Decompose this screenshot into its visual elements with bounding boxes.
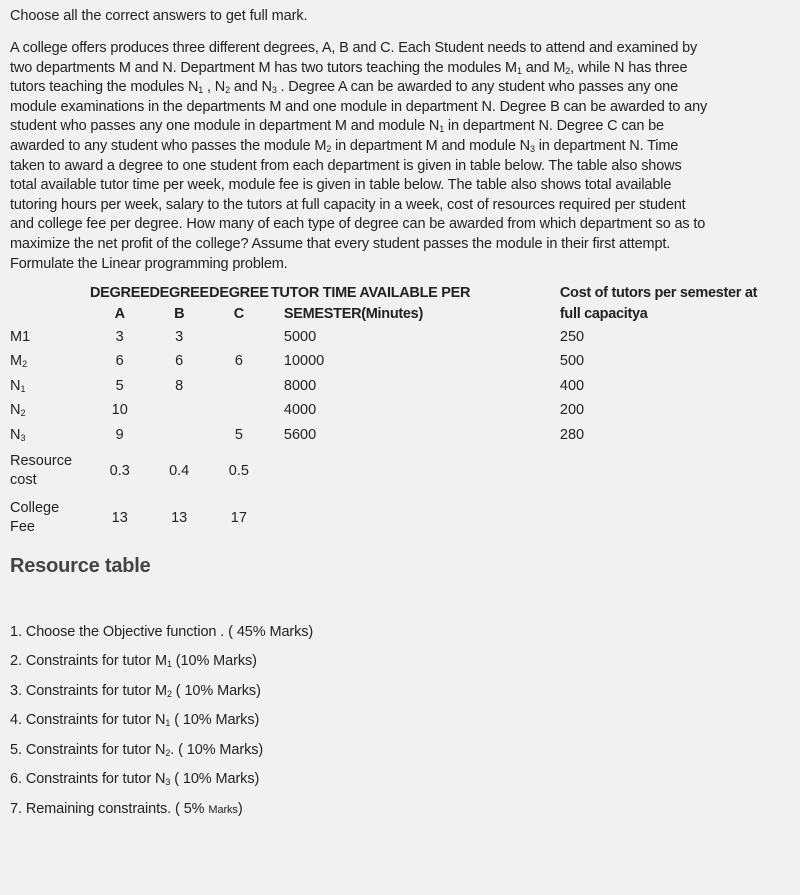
task-item: 4. Constraints for tutor $N_1$ ( 10% Marks) — [10, 712, 260, 729]
header-tutor-cost — [554, 283, 774, 325]
cell-tutor-time: 5000 — [283, 328, 317, 345]
row-label-line: Resource — [10, 453, 73, 470]
header-degree-b-top: DEGREE — [149, 285, 209, 302]
header-degree-a-top: DEGREE — [90, 285, 150, 302]
header-degree-c-top: DEGREE — [209, 285, 269, 302]
cell-tutor-cost: 400 — [559, 377, 585, 394]
problem-line-subscript: 1 — [516, 65, 522, 76]
row-label-subscript: 2 — [22, 359, 28, 370]
cell-degree-b — [149, 423, 208, 448]
cell-tutor-cost: 250 — [559, 328, 585, 345]
cell-tutor-cost — [554, 448, 774, 495]
problem-line-subscript: 3 — [271, 85, 277, 96]
header-degree-a-bot: A — [114, 306, 125, 323]
problem-line: tutors teaching the modules $N_1$ , $N_2$ and $N_3$ . Degree A can be awarded to any student who passes any one — [10, 79, 678, 96]
cell-degree-c — [209, 399, 269, 424]
cell-degree-a: 13 — [111, 509, 128, 526]
header-label-col — [10, 283, 90, 325]
cell-tutor-time — [269, 495, 554, 542]
cell-degree-b: 13 — [171, 509, 188, 526]
task-item: 1. Choose the Objective function . ( 45% Marks) — [10, 623, 314, 640]
row-label: M1 — [10, 328, 31, 345]
resource-cost-row — [10, 448, 774, 495]
problem-statement — [10, 39, 790, 274]
problem-line: taken to award a degree to one student from each department is given in table below. The table also shows — [10, 157, 682, 174]
cell-degree-b: 8 — [175, 377, 184, 394]
problem-line-subscript: 2 — [565, 65, 571, 76]
row-label: $N_1$ — [10, 377, 26, 394]
row-label-subscript: 3 — [20, 432, 26, 443]
cell-degree-a: 0.3 — [109, 462, 130, 479]
task-item: 5. Constraints for tutor $N_2$. ( 10% Marks) — [10, 741, 264, 758]
row-label: $N_2$ — [10, 402, 26, 419]
row-label — [10, 448, 90, 495]
problem-line: Formulate the Linear programming problem. — [10, 255, 288, 272]
cell-degree-c: 0.5 — [228, 462, 249, 479]
task-item-subscript: 1 — [166, 659, 172, 670]
cell-tutor-time — [269, 448, 554, 495]
cell-degree-a: 10 — [111, 402, 128, 419]
problem-line-subscript: 2 — [225, 85, 230, 96]
cell-tutor-cost: 280 — [559, 426, 585, 443]
resource-table — [10, 283, 774, 542]
cell-degree-a: 3 — [115, 328, 124, 345]
header-tutor-cost-bot: full capacitya — [559, 306, 648, 323]
header-degree-b-bot: B — [174, 306, 185, 323]
problem-line-subscript: 1 — [198, 85, 204, 96]
problem-line-subscript: 1 — [439, 124, 445, 135]
task-list — [10, 622, 790, 829]
cell-degree-c: 17 — [230, 509, 247, 526]
table-row — [10, 374, 774, 399]
problem-line-subscript: 2 — [326, 143, 332, 154]
cell-degree-c: 6 — [234, 353, 243, 370]
header-tutor-time — [269, 283, 554, 325]
college-fee-row — [10, 495, 774, 542]
task-item-subscript: 3 — [165, 777, 171, 788]
header-tutor-time-top: TUTOR TIME AVAILABLE PER — [270, 285, 471, 302]
row-label-line: College — [10, 500, 60, 517]
problem-line: student who passes any one module in department M and module $N_1$ in department N. Degree C can be — [10, 118, 664, 135]
cell-degree-a: 6 — [115, 353, 124, 370]
row-label: $M_2$ — [10, 353, 28, 370]
row-label: $N_3$ — [10, 426, 26, 443]
header-degree-a — [90, 283, 149, 325]
task-item: 6. Constraints for tutor $N_3$ ( 10% Marks) — [10, 771, 260, 788]
task-item: 2. Constraints for tutor $M_1$ (10% Marks) — [10, 653, 257, 670]
cell-degree-a: 9 — [115, 426, 124, 443]
row-label-line: cost — [10, 472, 37, 489]
row-label-line: Fee — [10, 519, 35, 536]
header-degree-c — [209, 283, 269, 325]
header-degree-c-bot: C — [233, 306, 244, 323]
table-row — [10, 399, 774, 424]
cell-degree-c — [209, 374, 269, 399]
cell-tutor-time: 5600 — [283, 426, 317, 443]
cell-degree-b: 3 — [175, 328, 184, 345]
task-item: 3. Constraints for tutor $M_2$ ( 10% Marks) — [10, 682, 261, 699]
header-tutor-cost-top: Cost of tutors per semester at — [559, 285, 758, 302]
cell-degree-b: 6 — [175, 353, 184, 370]
problem-line-subscript: 3 — [529, 143, 535, 154]
problem-line: A college offers produces three different degrees, A, B and C. Each Student needs to attend and examined by — [10, 40, 698, 56]
section-title: Resource table — [10, 554, 151, 577]
cell-tutor-cost: 200 — [559, 402, 585, 419]
table-row — [10, 325, 774, 350]
problem-line: maximize the net profit of the college? Assume that every student passes the module in their first attempt. — [10, 235, 671, 252]
task-item-subscript: 1 — [165, 718, 171, 729]
problem-line: two departments M and N. Department M has two tutors teaching the modules $M_1$ and $M_2$, while N has three — [10, 59, 688, 76]
cell-degree-c: 5 — [234, 426, 243, 443]
instruction-text: Choose all the correct answers to get full mark. — [10, 8, 308, 24]
table-row — [10, 350, 774, 375]
row-label — [10, 495, 90, 542]
task-item-subscript: 2 — [166, 688, 172, 699]
header-tutor-time-bot: SEMESTER(Minutes) — [283, 306, 423, 323]
cell-degree-c — [209, 325, 269, 350]
problem-line: and college fee per degree. How many of each type of degree can be awarded from which department so as to — [10, 216, 706, 233]
cell-degree-a: 5 — [115, 377, 124, 394]
cell-tutor-cost — [554, 495, 774, 542]
row-label-subscript: 1 — [20, 383, 26, 394]
task-item: 7. Remaining constraints. ( 5% Marks) — [10, 800, 243, 817]
problem-line: awarded to any student who passes the module $M_2$ in department M and module $N_3$ in department N. Time — [10, 137, 679, 154]
cell-degree-b — [149, 399, 208, 424]
task-item-subscript: 2 — [165, 747, 171, 758]
header-degree-b — [149, 283, 208, 325]
cell-tutor-time: 4000 — [283, 402, 317, 419]
task-item-small-text: Marks — [208, 803, 238, 816]
row-label-subscript: 2 — [20, 408, 26, 419]
cell-tutor-time: 10000 — [283, 353, 325, 370]
cell-tutor-time: 8000 — [283, 377, 317, 394]
problem-line: total available tutor time per week, module fee is given in table below. The table also shows total available — [10, 177, 672, 194]
table-row — [10, 423, 774, 448]
cell-degree-b: 0.4 — [169, 462, 190, 479]
cell-tutor-cost: 500 — [559, 353, 585, 370]
table-header-row — [10, 283, 774, 325]
problem-line: module examinations in the departments M and one module in department N. Degree B can be awarded to any — [10, 98, 708, 115]
problem-line: tutoring hours per week, salary to the tutors at full capacity in a week, cost of resources required per student — [10, 196, 686, 213]
